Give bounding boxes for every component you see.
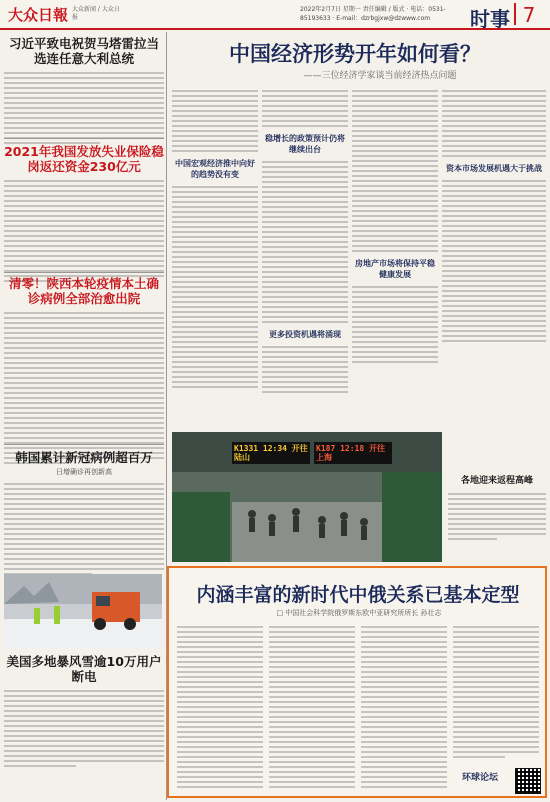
main-subheadline: ——三位经济学家谈当前经济热点问题 xyxy=(303,71,457,81)
feature-col-4 xyxy=(453,626,539,758)
article-us-snowstorm[interactable] xyxy=(4,654,164,767)
article-separator xyxy=(4,138,164,139)
qr-code-icon[interactable] xyxy=(515,768,541,794)
departure-sign: K187 12:18 开往 上海 xyxy=(316,444,385,462)
section-heading: 中国宏观经济推中向好的趋势没有变 xyxy=(175,159,255,179)
section-heading: 房地产市场将保持平稳健康发展 xyxy=(355,259,435,279)
article-body xyxy=(4,180,164,282)
logo-subtitle: 大众新闻 / 大众日报 xyxy=(72,6,120,21)
article-separator xyxy=(4,272,164,273)
headline[interactable]: 韩国累计新冠病例超百万 xyxy=(15,450,153,465)
main-article-col-4 xyxy=(442,90,546,342)
headline[interactable]: 清零！陕西本轮疫情本土确诊病例全部治愈出院 xyxy=(8,276,159,306)
section-heading: 更多投资机遇将涌现 xyxy=(269,330,341,339)
snowstorm-photo xyxy=(4,574,162,648)
article-korea-covid[interactable] xyxy=(4,450,164,575)
caption-body xyxy=(448,493,546,540)
departure-sign: K1331 12:34 开往 陆山 xyxy=(234,444,308,462)
section-heading: 资本市场发展机遇大于挑战 xyxy=(446,164,542,173)
caption-title: 各地迎来返程高峰 xyxy=(460,476,533,486)
main-article-col-2 xyxy=(262,90,348,393)
section-title: 时事 xyxy=(470,7,510,31)
feature-col-2 xyxy=(269,626,355,788)
article-body xyxy=(4,483,164,575)
article-body xyxy=(4,72,164,144)
section-heading: 稳增长的政策预计仍将继续出台 xyxy=(265,134,345,154)
article-unemployment-insurance[interactable] xyxy=(4,144,164,282)
article-body xyxy=(453,626,539,758)
subheadline: 日增确诊再创新高 xyxy=(56,468,112,476)
article-body xyxy=(262,161,348,323)
photo-caption xyxy=(448,476,546,540)
main-article-col-3 xyxy=(352,90,438,363)
article-body xyxy=(262,346,348,393)
article-body xyxy=(172,90,258,152)
main-headline[interactable]: 中国经济形势开年如何看？ xyxy=(229,42,481,66)
article-body xyxy=(172,186,258,388)
article-body xyxy=(4,312,164,464)
article-body xyxy=(4,690,164,767)
article-body xyxy=(442,180,546,342)
article-separator xyxy=(4,444,164,445)
newspaper-logo: 大众日報 xyxy=(8,6,69,24)
headline[interactable]: 2021年我国发放失业保险稳岗返还资金230亿元 xyxy=(4,144,164,174)
article-shaanxi-covid[interactable] xyxy=(4,276,164,464)
feature-col-1 xyxy=(177,626,263,788)
column-logo: 环球论坛 xyxy=(462,773,499,783)
article-xi-congratulates[interactable] xyxy=(4,36,164,144)
article-body xyxy=(352,286,438,363)
feature-headline[interactable]: 内涵丰富的新时代中俄关系已基本定型 xyxy=(196,584,520,606)
train-station-photo xyxy=(172,432,442,562)
masthead xyxy=(0,0,550,30)
main-article-col-1 xyxy=(172,90,258,388)
feature-article-box[interactable] xyxy=(167,566,547,798)
headline[interactable]: 美国多地暴风雪逾10万用户断电 xyxy=(6,654,162,684)
article-body xyxy=(361,626,447,788)
article-body xyxy=(269,626,355,788)
page-number: 7 xyxy=(514,3,542,25)
article-body xyxy=(442,90,546,157)
feature-col-3 xyxy=(361,626,447,788)
article-body xyxy=(262,90,348,127)
article-body xyxy=(352,90,438,252)
headline[interactable]: 习近平致电祝贺马塔雷拉当选连任意大利总统 xyxy=(8,36,159,66)
article-body xyxy=(177,626,263,788)
issue-meta: 2022年2月7日 星期一 责任编辑 / 版式 · 电话：0531-85193633 · E-mail：dzrbgjxw@dzwww.com xyxy=(300,6,446,22)
feature-byline: □ 中国社会科学院俄罗斯东欧中亚研究所所长 孙壮志 xyxy=(276,609,442,617)
